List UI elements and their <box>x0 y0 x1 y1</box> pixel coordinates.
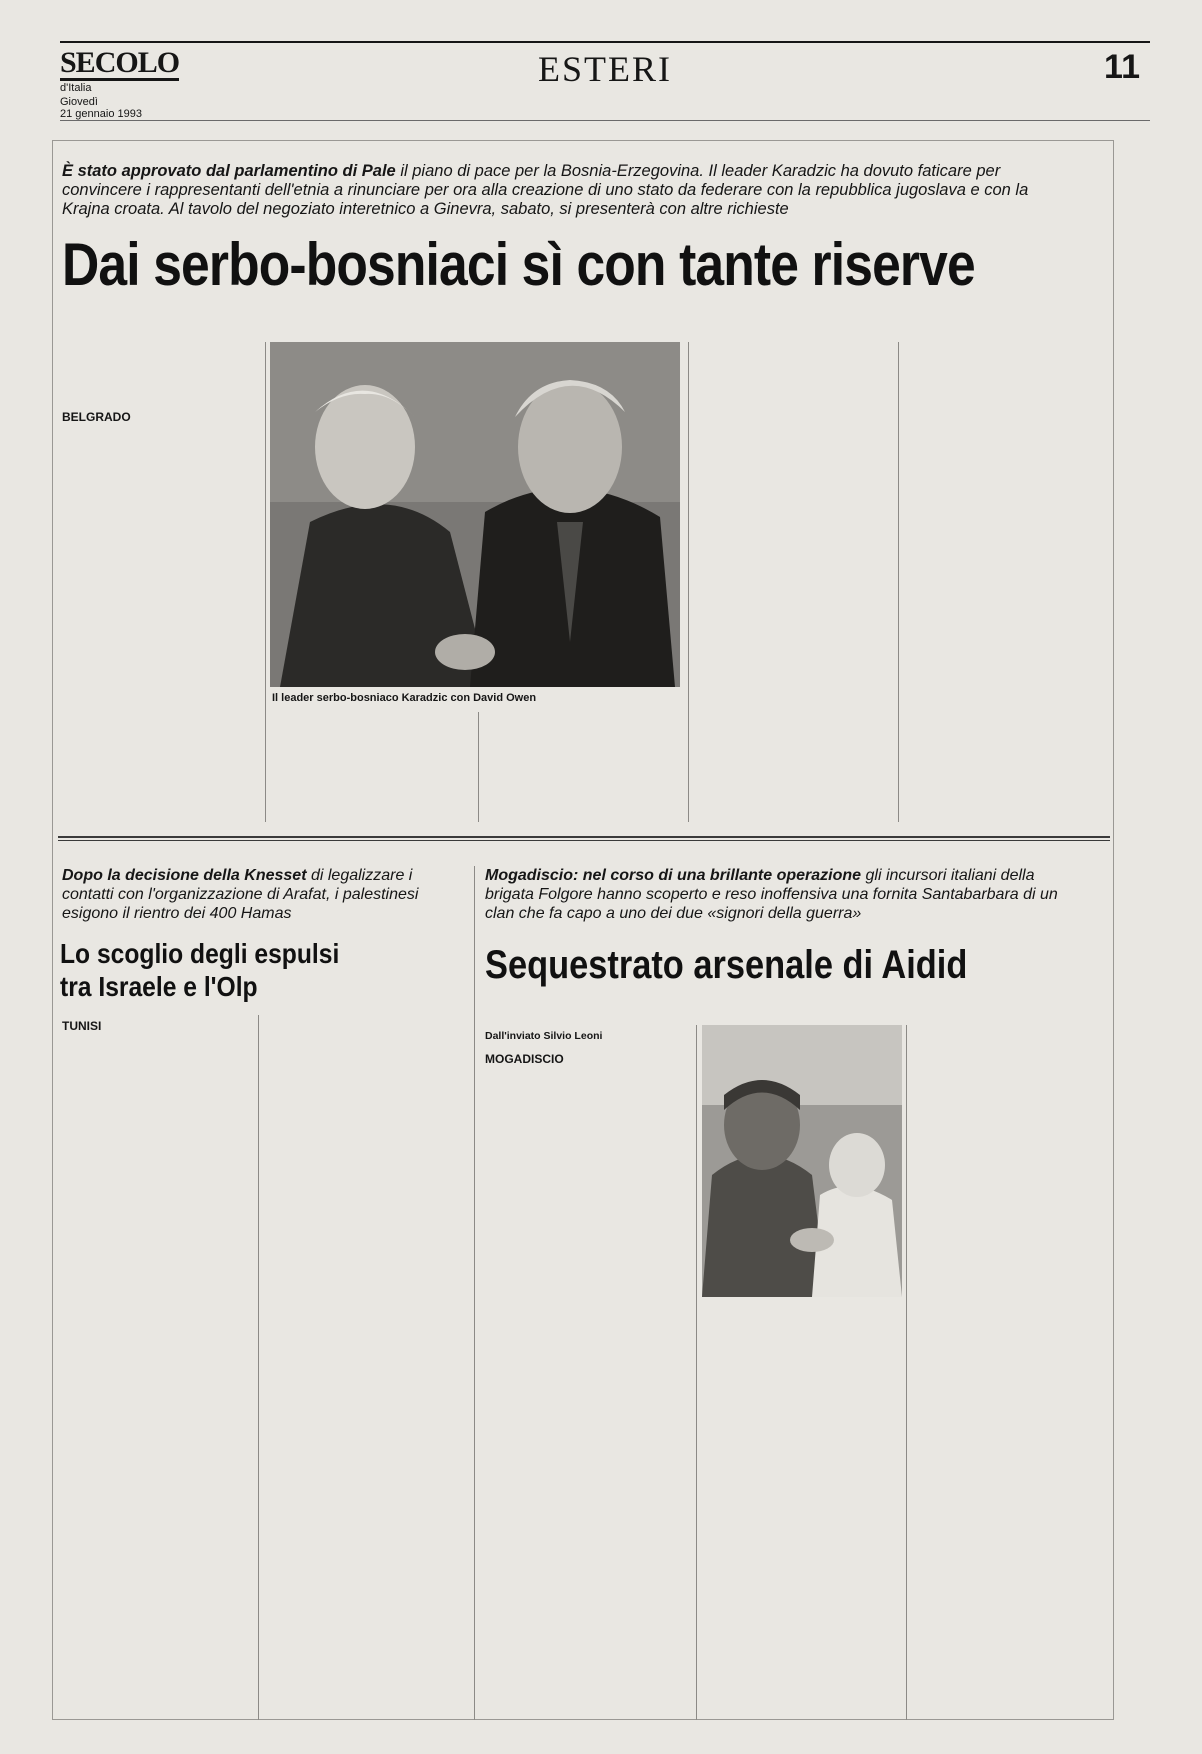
article1-column-rule <box>688 342 689 822</box>
article1-headline: Dai serbo-bosniaci sì con tante riserve <box>62 231 975 298</box>
newspaper-logo: SECOLO <box>60 46 180 79</box>
logo-subtitle: d'Italia <box>60 82 92 94</box>
article3-dateline: MOGADISCIO <box>485 1052 564 1066</box>
article3-lead <box>485 866 1065 923</box>
article3-lead-bold: Mogadiscio: nel corso di una brillante operazione <box>485 867 862 884</box>
article1-photo-caption: Il leader serbo-bosniaco Karadzic con David Owen <box>272 692 537 704</box>
soldier-photo <box>702 1025 902 1297</box>
article3-column-rule <box>696 1025 697 1720</box>
article1-column-rule <box>478 712 479 822</box>
article1-lead <box>62 162 1072 219</box>
article2-headline <box>60 937 339 1003</box>
article3-byline: Dall'inviato Silvio Leoni <box>485 1030 603 1042</box>
article2-column-rule <box>258 1015 259 1720</box>
article1-lead-bold: È stato approvato dal parlamentino di Pale <box>62 162 396 180</box>
masthead-rule <box>60 41 1150 43</box>
article3-column-rule <box>906 1025 907 1720</box>
article1-column-rule <box>265 342 266 822</box>
article2-headline-line1: Lo scoglio degli espulsi <box>60 938 340 969</box>
article1-column-rule <box>898 342 899 822</box>
article2-headline-line2: tra Israele e l'Olp <box>60 971 258 1002</box>
article3-photo <box>702 1025 902 1297</box>
article2-lead <box>62 866 432 923</box>
article1-dateline: BELGRADO <box>62 410 131 424</box>
section-title: ESTERI <box>538 49 672 89</box>
article3-headline: Sequestrato arsenale di Aidid <box>485 943 968 987</box>
section-divider <box>58 836 1110 841</box>
section-column-rule <box>474 866 475 1720</box>
page-number: 11 <box>1104 48 1140 86</box>
issue-day: Giovedì <box>60 96 98 108</box>
article3-lead-text: gli incursori italiani della brigata Folgore hanno scoperto e reso inoffensiva una fornita Santabarbara di un clan che fa capo a uno dei due «signori della guerra» <box>485 867 1058 922</box>
article2-dateline: TUNISI <box>62 1019 102 1033</box>
masthead <box>60 48 1150 120</box>
article2-lead-text: di legalizzare i contatti con l'organizzazione di Arafat, i palestinesi esigono il rientro dei 400 Hamas <box>62 867 419 922</box>
article2-lead-bold: Dopo la decisione della Knesset <box>62 867 307 884</box>
issue-date <box>60 96 142 120</box>
article1-lead-text: il piano di pace per la Bosnia-Erzegovina. Il leader Karadzic ha dovuto faticare per convincere i rappresentanti dell'etnia a rinunciare per ora alla creazione di uno stato da federare con la repubblica jugoslava e con la Krajna croata. Al tavolo del negoziato interetnico a Ginevra, sabato, si presenterà con altre richieste <box>62 162 1029 218</box>
masthead-rule-bottom <box>60 120 1150 121</box>
karadzic-owen-photo <box>270 342 680 687</box>
article1-photo <box>270 342 680 687</box>
issue-date-value: 21 gennaio 1993 <box>60 108 142 120</box>
